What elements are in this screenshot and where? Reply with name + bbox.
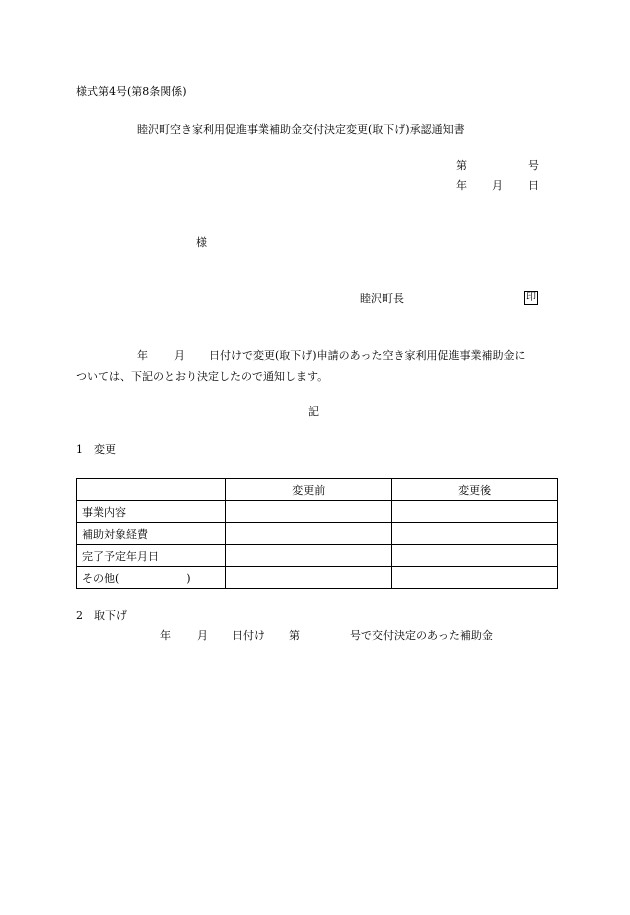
cell-before	[226, 523, 392, 545]
cell-after	[392, 545, 558, 567]
other-open: その他(	[82, 571, 120, 585]
cell-before	[226, 567, 392, 589]
withdraw-year: 年	[160, 629, 171, 642]
withdraw-dated: 日付け	[232, 629, 265, 642]
doc-number-go: 号	[528, 159, 539, 172]
table-row	[77, 567, 558, 589]
document-title: 睦沢町空き家利用促進事業補助金交付決定変更(取下げ)承認通知書	[137, 123, 465, 136]
withdraw-dai: 第	[289, 629, 300, 642]
table-row	[77, 523, 558, 545]
section1-heading: 1 変更	[76, 443, 116, 456]
row-label-business: 事業内容	[77, 501, 226, 523]
ki-marker: 記	[308, 405, 319, 418]
cell-before	[226, 545, 392, 567]
table-header-after: 変更後	[392, 479, 558, 501]
doc-number-dai: 第	[456, 159, 467, 172]
other-close: )	[186, 571, 191, 585]
table-header-before: 変更前	[226, 479, 392, 501]
section2-heading: 2 取下げ	[76, 609, 127, 622]
body-month: 月	[174, 349, 185, 362]
form-number: 様式第4号(第8条関係)	[76, 85, 187, 98]
withdraw-month: 月	[197, 629, 208, 642]
issuer-name: 睦沢町長	[360, 292, 404, 305]
cell-after	[392, 523, 558, 545]
cell-after	[392, 501, 558, 523]
date-year: 年	[456, 179, 467, 192]
cell-after	[392, 567, 558, 589]
seal-box: 印	[526, 292, 536, 303]
change-table	[76, 478, 558, 589]
body-year: 年	[137, 349, 148, 362]
table-header-row	[77, 479, 558, 501]
row-label-expenses: 補助対象経費	[77, 523, 226, 545]
body-line2: ついては、下記のとおり決定したので通知します。	[76, 370, 329, 383]
body-line1: 日付けで変更(取下げ)申請のあった空き家利用促進事業補助金に	[209, 349, 526, 362]
cell-before	[226, 501, 392, 523]
addressee-sama: 様	[196, 236, 207, 249]
row-label-other	[77, 567, 226, 589]
row-label-completion-date: 完了予定年月日	[77, 545, 226, 567]
withdraw-rest: 号で交付決定のあった補助金	[350, 629, 493, 642]
date-day: 日	[528, 179, 539, 192]
date-month: 月	[492, 179, 503, 192]
table-row	[77, 545, 558, 567]
table-header-item	[77, 479, 226, 501]
table-row	[77, 501, 558, 523]
